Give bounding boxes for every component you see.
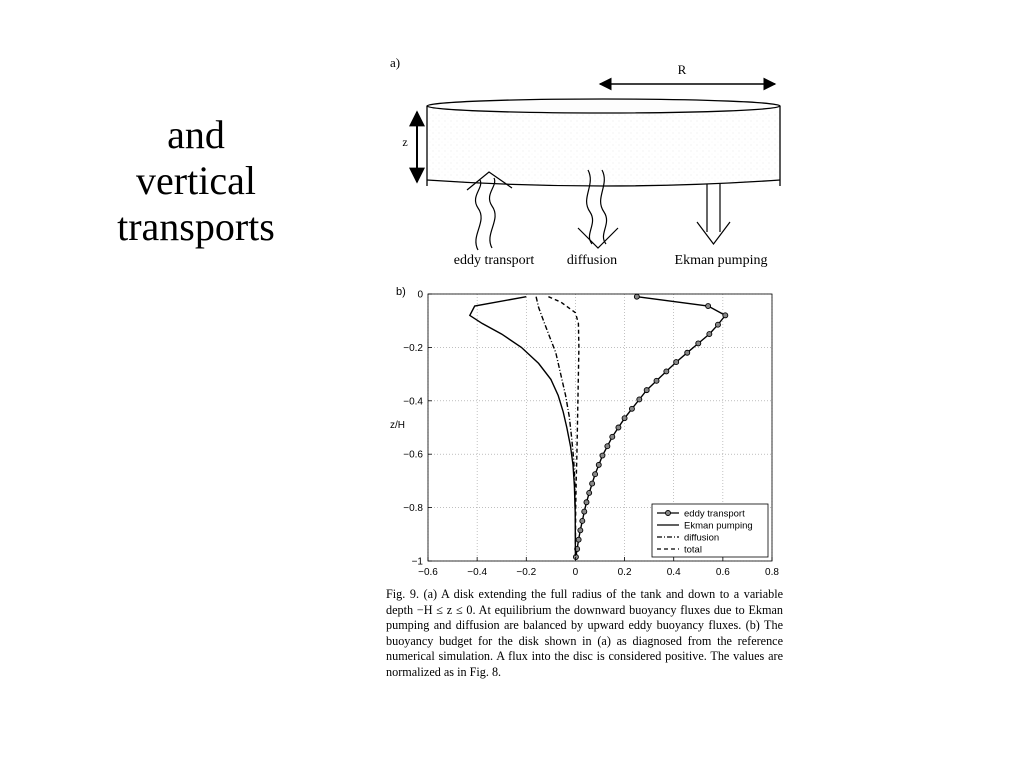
y-tick-label: 0 xyxy=(417,289,423,301)
x-tick-label: −0.4 xyxy=(467,567,488,578)
data-point-eddy-transport xyxy=(576,537,581,542)
ekman-pumping-label: Ekman pumping xyxy=(674,253,768,268)
data-point-eddy-transport xyxy=(664,369,669,374)
data-point-eddy-transport xyxy=(593,472,598,477)
series-ekman-pumping xyxy=(470,297,576,556)
data-point-eddy-transport xyxy=(587,490,592,495)
data-point-eddy-transport xyxy=(582,509,587,514)
depth-label: z xyxy=(402,135,408,149)
series-total xyxy=(548,297,579,548)
data-point-eddy-transport xyxy=(605,444,610,449)
diffusion-label: diffusion xyxy=(566,253,618,268)
panel-a-label: a) xyxy=(390,55,401,70)
x-tick-label: 0.8 xyxy=(765,567,779,578)
data-point-eddy-transport xyxy=(685,350,690,355)
legend-label-eddy-transport: eddy transport xyxy=(684,508,745,520)
title-line-1: and xyxy=(167,112,225,157)
y-tick-label: −1 xyxy=(411,556,423,568)
data-point-eddy-transport xyxy=(610,434,615,439)
x-tick-label: −0.2 xyxy=(516,567,537,578)
data-point-eddy-transport xyxy=(616,425,621,430)
data-point-eddy-transport xyxy=(629,406,634,411)
y-tick-label: −0.4 xyxy=(403,396,423,408)
data-point-eddy-transport xyxy=(584,500,589,505)
panel-b xyxy=(390,286,779,578)
radius-label: R xyxy=(677,62,687,77)
chart-legend xyxy=(652,504,768,557)
data-point-eddy-transport xyxy=(706,304,711,309)
title-line-2: vertical xyxy=(136,158,256,203)
y-tick-label: −0.8 xyxy=(403,503,423,515)
data-point-eddy-transport xyxy=(715,322,720,327)
series-diffusion xyxy=(536,297,575,521)
y-tick-label: −0.2 xyxy=(403,342,423,354)
data-point-eddy-transport xyxy=(634,294,639,299)
x-tick-label: 0.2 xyxy=(617,567,632,578)
legend-label-ekman-pumping: Ekman pumping xyxy=(684,520,753,532)
data-point-eddy-transport xyxy=(707,332,712,337)
legend-marker-eddy-transport xyxy=(666,511,671,516)
data-point-eddy-transport xyxy=(654,378,659,383)
panel-a xyxy=(390,55,780,268)
title-line-3: transports xyxy=(117,204,275,249)
y-tick-label: −0.6 xyxy=(403,449,423,461)
eddy-transport-label: eddy transport xyxy=(453,253,535,268)
data-point-eddy-transport xyxy=(622,416,627,421)
figure-caption: Fig. 9. (a) A disk extending the full radius of the tank and down to a variable depth −H ≤ z ≤ 0. At equilibrium the downward buoyancy fluxes due to Ekman pumping and diffusion are balanced by upward eddy buoyancy fluxes. (b) The buoyancy budget for the disk shown in (a) as diagnosed from the reference numerical simulation. A flux into the disc is considered positive. The values are normalized as in Fig. 8. xyxy=(386,587,783,679)
data-point-eddy-transport xyxy=(723,313,728,318)
data-point-eddy-transport xyxy=(637,397,642,402)
data-point-eddy-transport xyxy=(674,360,679,365)
x-tick-label: 0.6 xyxy=(715,567,730,578)
x-tick-label: 0.4 xyxy=(666,567,681,578)
data-point-eddy-transport xyxy=(590,481,595,486)
data-point-eddy-transport xyxy=(696,341,701,346)
data-point-eddy-transport xyxy=(644,388,649,393)
x-tick-label: 0 xyxy=(572,567,579,578)
data-point-eddy-transport xyxy=(580,518,585,523)
x-tick-label: −0.6 xyxy=(418,567,438,578)
data-point-eddy-transport xyxy=(578,528,583,533)
legend-label-diffusion: diffusion xyxy=(684,532,720,544)
y-axis-label: z/H xyxy=(390,420,405,431)
panel-b-label: b) xyxy=(396,286,406,298)
data-point-eddy-transport xyxy=(600,453,605,458)
ekman-pumping-arrow xyxy=(697,184,730,244)
data-point-eddy-transport xyxy=(596,462,601,467)
legend-label-total: total xyxy=(684,544,702,556)
